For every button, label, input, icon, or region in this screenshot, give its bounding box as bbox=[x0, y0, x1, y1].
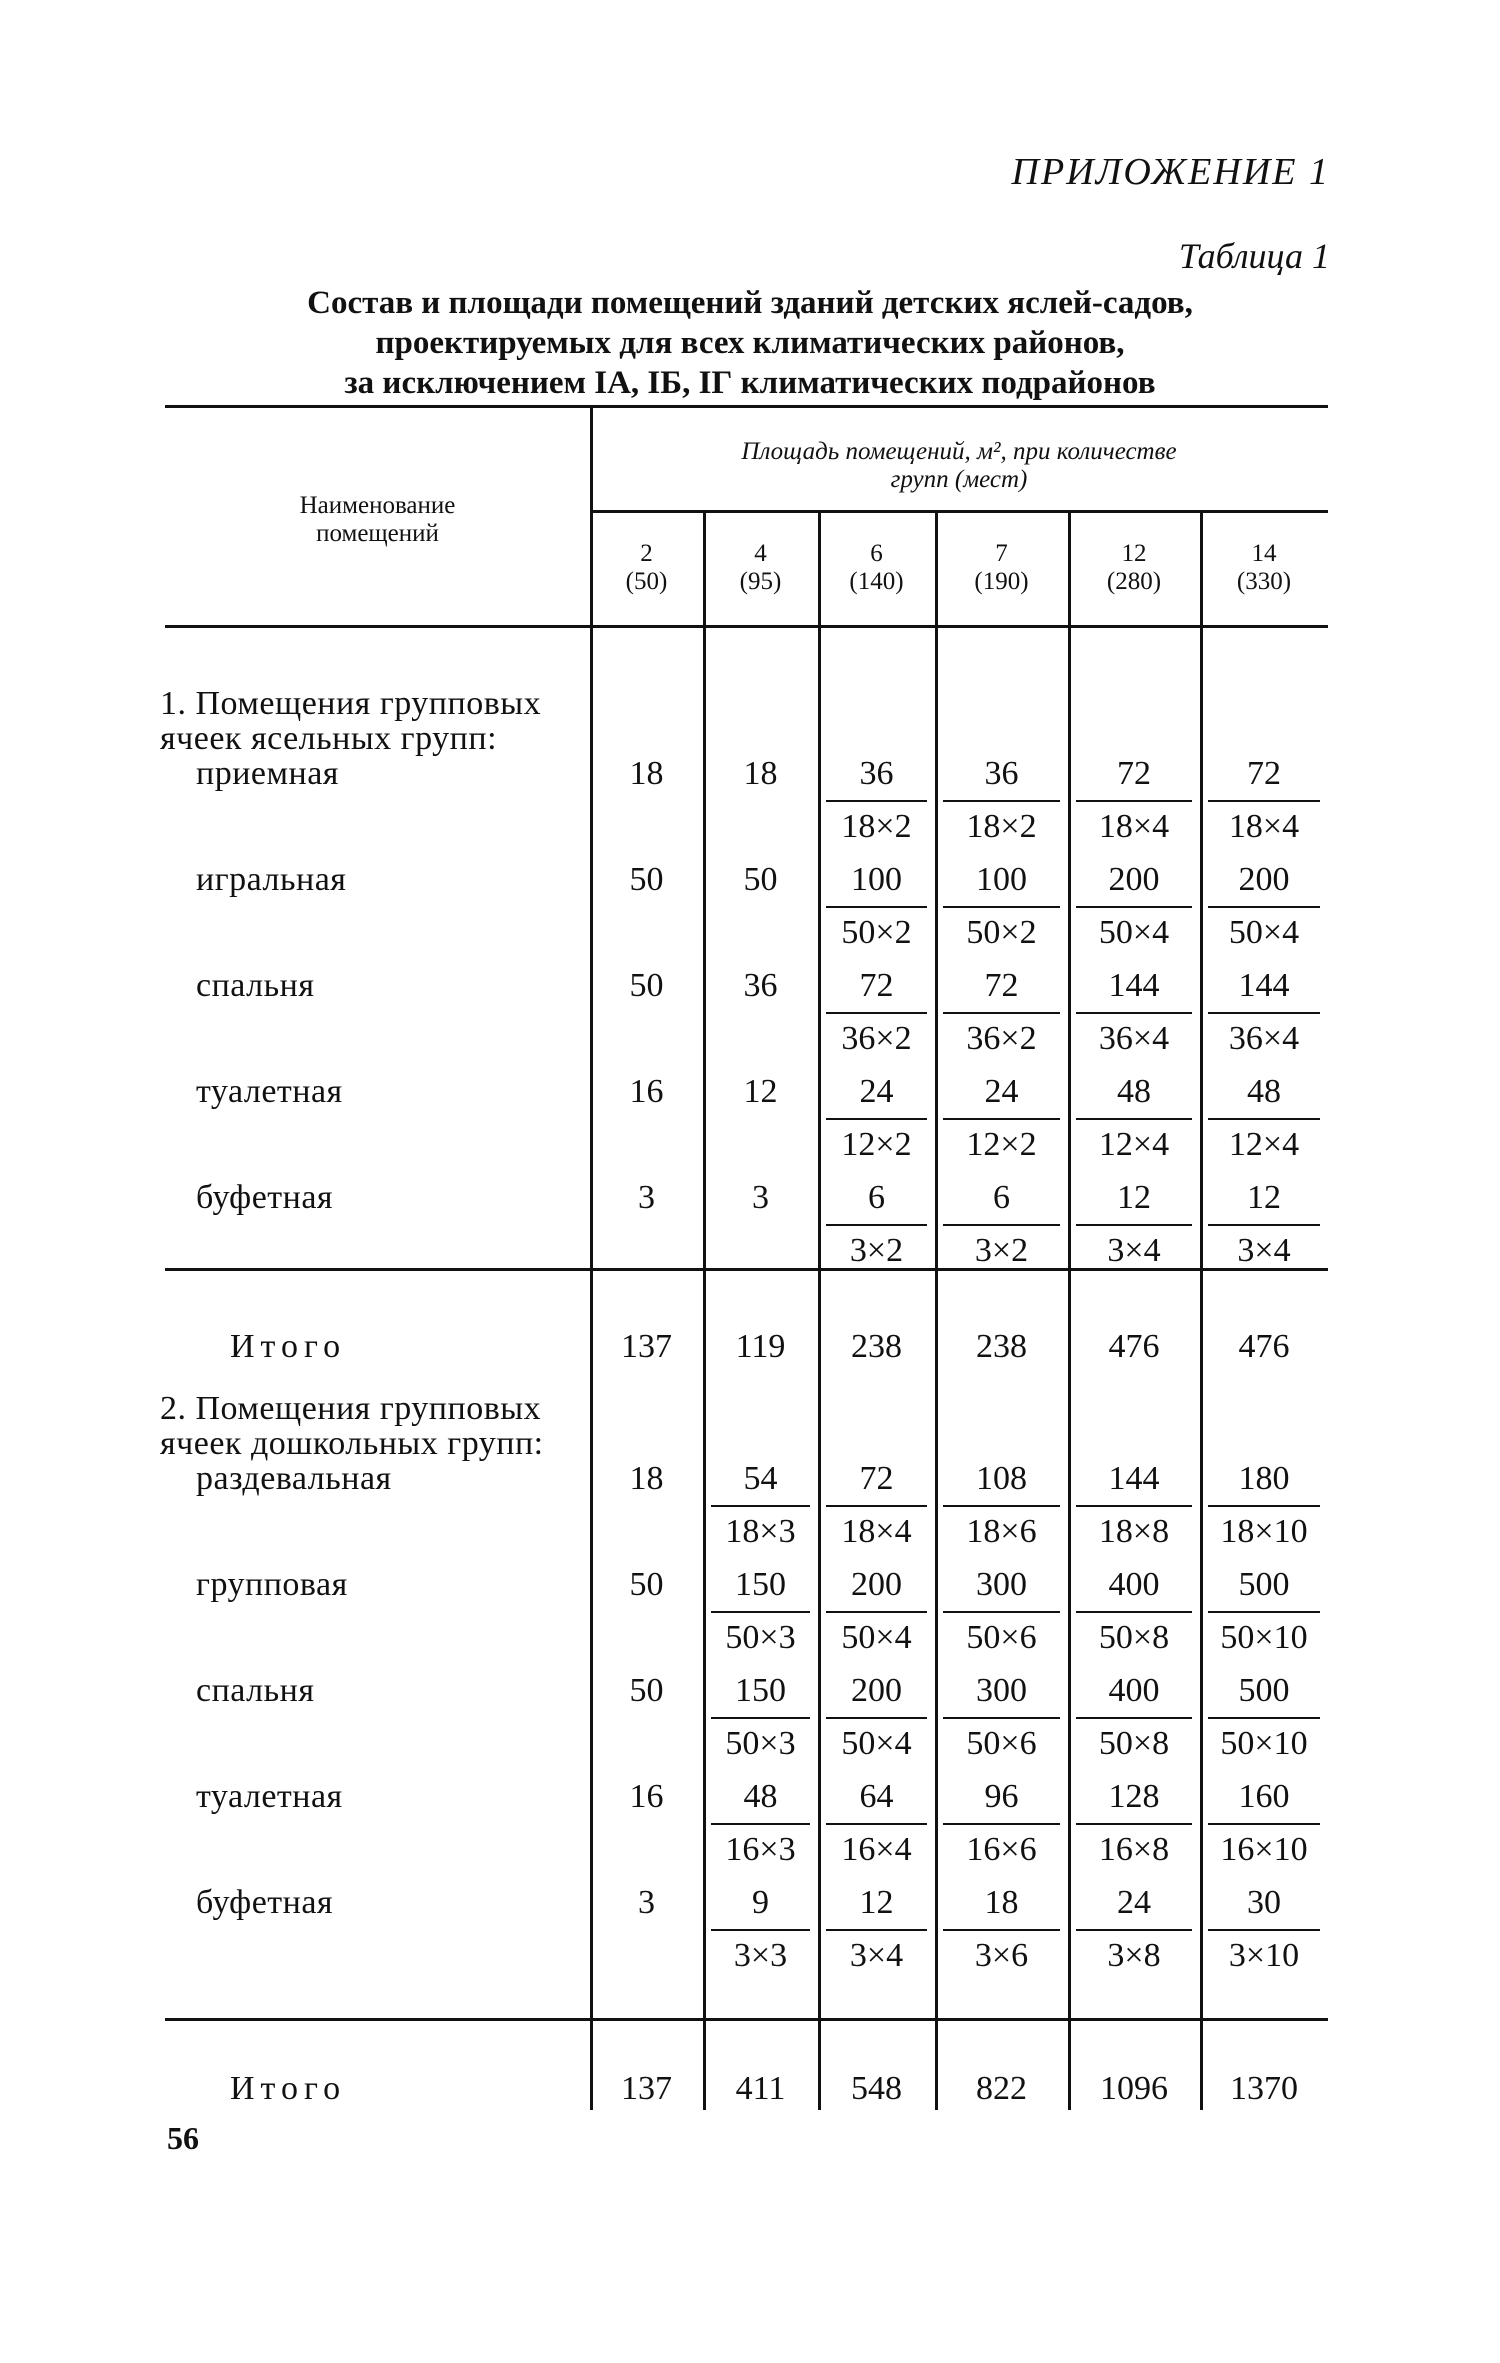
room-name: приемная bbox=[196, 755, 339, 792]
area-value: 12 bbox=[743, 1073, 778, 1110]
fraction-bar bbox=[943, 906, 1060, 908]
column-divider bbox=[590, 405, 593, 2110]
area-value: 16 bbox=[629, 1778, 664, 1815]
area-formula: 18×10 bbox=[1220, 1513, 1308, 1550]
fraction-bar bbox=[826, 1224, 927, 1226]
area-value: 108 bbox=[976, 1460, 1027, 1497]
room-name: туалетная bbox=[196, 1073, 343, 1110]
total-value: 137 bbox=[621, 1328, 672, 1365]
groups-count-header: 6 bbox=[870, 540, 883, 567]
room-name: туалетная bbox=[196, 1778, 343, 1815]
area-formula: 18×2 bbox=[841, 808, 912, 845]
fraction-bar bbox=[1208, 1012, 1320, 1014]
area-formula: 50×4 bbox=[1098, 914, 1170, 951]
groups-count-header: 7 bbox=[995, 540, 1008, 567]
fraction-bar bbox=[711, 1611, 810, 1613]
area-formula: 12×2 bbox=[841, 1126, 912, 1163]
fraction-bar bbox=[826, 1929, 927, 1931]
area-value: 18 bbox=[629, 1460, 664, 1497]
area-formula: 3×4 bbox=[849, 1937, 904, 1974]
area-value: 24 bbox=[984, 1073, 1019, 1110]
area-value: 500 bbox=[1238, 1566, 1290, 1603]
table-number: Таблица 1 bbox=[1178, 236, 1330, 276]
fraction-bar bbox=[1208, 800, 1320, 802]
area-formula: 50×3 bbox=[725, 1725, 796, 1762]
area-formula: 18×8 bbox=[1098, 1513, 1170, 1550]
area-value: 200 bbox=[1108, 861, 1160, 898]
fraction-bar bbox=[826, 1012, 927, 1014]
area-formula: 18×4 bbox=[1228, 808, 1300, 845]
total-value: 119 bbox=[735, 1328, 786, 1365]
fraction-bar bbox=[1208, 1717, 1320, 1719]
total-value: 238 bbox=[851, 1328, 902, 1365]
fraction-bar bbox=[1208, 1118, 1320, 1120]
area-value: 200 bbox=[1238, 861, 1290, 898]
fraction-bar bbox=[943, 1224, 1060, 1226]
area-value: 300 bbox=[976, 1566, 1027, 1603]
area-value: 3 bbox=[752, 1179, 769, 1216]
groups-count-header: 14 bbox=[1251, 540, 1277, 567]
area-value: 400 bbox=[1108, 1566, 1160, 1603]
fraction-bar bbox=[1076, 1505, 1192, 1507]
fraction-bar bbox=[943, 1118, 1060, 1120]
table-title bbox=[165, 283, 1335, 403]
area-value: 18 bbox=[629, 755, 664, 792]
area-formula: 50×2 bbox=[966, 914, 1037, 951]
fraction-bar bbox=[1076, 1611, 1192, 1613]
area-value: 144 bbox=[1108, 967, 1160, 1004]
table-top-rule bbox=[165, 405, 1328, 408]
total-value: 548 bbox=[851, 2070, 902, 2107]
groups-count-header: 12 bbox=[1121, 540, 1147, 567]
area-value: 24 bbox=[859, 1073, 894, 1110]
area-value: 24 bbox=[1117, 1884, 1151, 1921]
area-formula: 18×4 bbox=[841, 1513, 912, 1550]
fraction-bar bbox=[826, 1717, 927, 1719]
area-formula: 18×3 bbox=[725, 1513, 796, 1550]
area-value: 50 bbox=[629, 1566, 664, 1603]
area-formula: 50×10 bbox=[1220, 1725, 1308, 1762]
area-value: 48 bbox=[1117, 1073, 1151, 1110]
area-value: 200 bbox=[851, 1672, 902, 1709]
fraction-bar bbox=[711, 1505, 810, 1507]
title-line: проектируемых для всех климатических районов, bbox=[375, 325, 1125, 361]
area-value: 128 bbox=[1108, 1778, 1160, 1815]
area-formula: 3×3 bbox=[733, 1937, 788, 1974]
area-formula: 3×6 bbox=[974, 1937, 1029, 1974]
fraction-bar bbox=[943, 1823, 1060, 1825]
area-value: 400 bbox=[1108, 1672, 1160, 1709]
fraction-bar bbox=[826, 1823, 927, 1825]
fraction-bar bbox=[1076, 800, 1192, 802]
area-formula: 16×3 bbox=[725, 1831, 796, 1868]
area-value: 54 bbox=[743, 1460, 778, 1497]
fraction-bar bbox=[943, 1505, 1060, 1507]
area-formula: 50×4 bbox=[1228, 914, 1300, 951]
places-count-header: (95) bbox=[739, 568, 782, 595]
header-bottom-rule bbox=[165, 625, 1328, 628]
fraction-bar bbox=[943, 1012, 1060, 1014]
fraction-bar bbox=[1208, 1224, 1320, 1226]
fraction-bar bbox=[711, 1929, 810, 1931]
area-value: 3 bbox=[638, 1179, 655, 1216]
area-value: 72 bbox=[859, 967, 894, 1004]
fraction-bar bbox=[1076, 1717, 1192, 1719]
section-heading: ячеек дошкольных групп: bbox=[160, 1425, 544, 1462]
area-value: 48 bbox=[1247, 1073, 1281, 1110]
column-divider bbox=[935, 510, 938, 2110]
room-name: спальня bbox=[196, 967, 315, 1004]
column-divider bbox=[818, 510, 821, 2110]
fraction-bar bbox=[711, 1823, 810, 1825]
fraction-bar bbox=[826, 1505, 927, 1507]
fraction-bar bbox=[1076, 1118, 1192, 1120]
area-value: 18 bbox=[984, 1884, 1019, 1921]
places-count-header: (280) bbox=[1106, 568, 1162, 595]
column-divider bbox=[1200, 510, 1203, 2110]
area-value: 200 bbox=[851, 1566, 902, 1603]
area-formula: 3×4 bbox=[1107, 1232, 1161, 1269]
column-divider bbox=[703, 510, 706, 2110]
area-formula: 50×2 bbox=[841, 914, 912, 951]
area-formula: 36×2 bbox=[966, 1020, 1037, 1057]
area-formula: 36×2 bbox=[841, 1020, 912, 1057]
fraction-bar bbox=[1076, 1823, 1192, 1825]
fraction-bar bbox=[1076, 1929, 1192, 1931]
area-header: Площадь помещений, м², при количестве bbox=[741, 438, 1177, 465]
name-column-header: Наименование bbox=[299, 492, 456, 519]
area-formula: 18×6 bbox=[966, 1513, 1037, 1550]
area-value: 72 bbox=[859, 1460, 894, 1497]
area-value: 36 bbox=[984, 755, 1019, 792]
area-formula: 3×2 bbox=[849, 1232, 904, 1269]
area-value: 50 bbox=[629, 967, 664, 1004]
total-label: Итого bbox=[230, 1328, 347, 1365]
fraction-bar bbox=[1208, 906, 1320, 908]
area-formula: 3×10 bbox=[1228, 1937, 1300, 1974]
room-name: буфетная bbox=[196, 1179, 334, 1216]
area-value: 100 bbox=[976, 861, 1027, 898]
total-value: 1096 bbox=[1100, 2070, 1168, 2107]
area-value: 6 bbox=[993, 1179, 1010, 1216]
section-heading: 1. Помещения групповых bbox=[160, 685, 542, 722]
total-value: 476 bbox=[1108, 1328, 1160, 1365]
area-value: 50 bbox=[743, 861, 778, 898]
room-name: спальня bbox=[196, 1672, 315, 1709]
area-formula: 50×4 bbox=[841, 1619, 912, 1656]
groups-count-header: 2 bbox=[640, 540, 653, 567]
area-value: 6 bbox=[868, 1179, 885, 1216]
title-line: Состав и площади помещений зданий детских яслей-садов, bbox=[307, 285, 1193, 321]
area-value: 180 bbox=[1238, 1460, 1290, 1497]
fraction-bar bbox=[1076, 1224, 1192, 1226]
area-value: 500 bbox=[1238, 1672, 1290, 1709]
column-divider bbox=[1068, 510, 1071, 2110]
fraction-bar bbox=[826, 1611, 927, 1613]
fraction-bar bbox=[1208, 1611, 1320, 1613]
area-formula: 50×4 bbox=[841, 1725, 912, 1762]
area-formula: 50×3 bbox=[725, 1619, 796, 1656]
name-column-header: помещений bbox=[316, 520, 439, 547]
area-value: 96 bbox=[984, 1778, 1019, 1815]
fraction-bar bbox=[826, 906, 927, 908]
fraction-bar bbox=[1076, 1012, 1192, 1014]
area-value: 50 bbox=[629, 861, 664, 898]
fraction-bar bbox=[943, 1929, 1060, 1931]
fraction-bar bbox=[943, 1611, 1060, 1613]
area-header: групп (мест) bbox=[890, 466, 1028, 493]
area-value: 300 bbox=[976, 1672, 1027, 1709]
area-value: 72 bbox=[984, 967, 1019, 1004]
area-value: 36 bbox=[859, 755, 894, 792]
area-value: 16 bbox=[629, 1073, 664, 1110]
area-formula: 18×2 bbox=[966, 808, 1037, 845]
area-formula: 50×6 bbox=[966, 1725, 1037, 1762]
total-value: 476 bbox=[1238, 1328, 1290, 1365]
area-formula: 36×4 bbox=[1228, 1020, 1300, 1057]
area-value: 150 bbox=[735, 1672, 786, 1709]
area-formula: 16×8 bbox=[1098, 1831, 1170, 1868]
fraction-bar bbox=[943, 800, 1060, 802]
area-value: 12 bbox=[859, 1884, 894, 1921]
fraction-bar bbox=[1076, 906, 1192, 908]
area-value: 30 bbox=[1247, 1884, 1281, 1921]
total-value: 411 bbox=[735, 2070, 786, 2107]
title-line: за исключением IA, IБ, IГ климатических подрайонов bbox=[344, 365, 1156, 401]
page-number: 56 bbox=[167, 2120, 199, 2156]
fraction-bar bbox=[711, 1717, 810, 1719]
total-value: 822 bbox=[976, 2070, 1027, 2107]
fraction-bar bbox=[1208, 1929, 1320, 1931]
area-formula: 12×4 bbox=[1228, 1126, 1300, 1163]
area-formula: 50×10 bbox=[1220, 1619, 1308, 1656]
header-split-rule bbox=[590, 510, 1328, 513]
area-formula: 50×8 bbox=[1098, 1619, 1170, 1656]
area-formula: 50×8 bbox=[1098, 1725, 1170, 1762]
area-formula: 3×8 bbox=[1107, 1937, 1161, 1974]
area-value: 50 bbox=[629, 1672, 664, 1709]
room-name: групповая bbox=[196, 1566, 348, 1603]
fraction-bar bbox=[943, 1717, 1060, 1719]
section-heading: ячеек ясельных групп: bbox=[160, 720, 498, 757]
total-value: 1370 bbox=[1230, 2070, 1298, 2107]
area-value: 12 bbox=[1117, 1179, 1151, 1216]
area-formula: 16×4 bbox=[841, 1831, 912, 1868]
room-name: буфетная bbox=[196, 1884, 334, 1921]
room-name: раздевальная bbox=[196, 1460, 392, 1497]
area-value: 3 bbox=[638, 1884, 655, 1921]
fraction-bar bbox=[826, 800, 927, 802]
total-label: Итого bbox=[230, 2070, 347, 2107]
area-formula: 3×4 bbox=[1237, 1232, 1291, 1269]
area-formula: 18×4 bbox=[1098, 808, 1170, 845]
fraction-bar bbox=[1208, 1505, 1320, 1507]
area-value: 18 bbox=[743, 755, 778, 792]
section-heading: 2. Помещения групповых bbox=[160, 1390, 542, 1427]
area-formula: 12×2 bbox=[966, 1126, 1037, 1163]
area-formula: 12×4 bbox=[1098, 1126, 1170, 1163]
appendix-label: ПРИЛОЖЕНИЕ 1 bbox=[1011, 151, 1330, 193]
area-value: 160 bbox=[1238, 1778, 1290, 1815]
fraction-bar bbox=[826, 1118, 927, 1120]
places-count-header: (330) bbox=[1236, 568, 1292, 595]
area-formula: 50×6 bbox=[966, 1619, 1037, 1656]
places-count-header: (190) bbox=[974, 568, 1029, 595]
fraction-bar bbox=[1208, 1823, 1320, 1825]
groups-count-header: 4 bbox=[754, 540, 767, 567]
area-value: 9 bbox=[752, 1884, 769, 1921]
area-value: 72 bbox=[1247, 755, 1281, 792]
area-value: 150 bbox=[735, 1566, 786, 1603]
area-value: 100 bbox=[851, 861, 902, 898]
area-value: 12 bbox=[1247, 1179, 1281, 1216]
area-formula: 36×4 bbox=[1098, 1020, 1170, 1057]
room-name: игральная bbox=[196, 861, 347, 898]
places-count-header: (50) bbox=[625, 568, 668, 595]
area-value: 144 bbox=[1238, 967, 1290, 1004]
area-formula: 16×10 bbox=[1220, 1831, 1308, 1868]
area-value: 64 bbox=[859, 1778, 894, 1815]
area-value: 36 bbox=[743, 967, 778, 1004]
area-value: 72 bbox=[1117, 755, 1151, 792]
area-value: 144 bbox=[1108, 1460, 1160, 1497]
section-separator-rule bbox=[165, 2018, 1328, 2021]
area-formula: 16×6 bbox=[966, 1831, 1037, 1868]
area-formula: 3×2 bbox=[974, 1232, 1029, 1269]
total-value: 238 bbox=[976, 1328, 1027, 1365]
area-value: 48 bbox=[743, 1778, 778, 1815]
places-count-header: (140) bbox=[849, 568, 904, 595]
total-value: 137 bbox=[621, 2070, 672, 2107]
